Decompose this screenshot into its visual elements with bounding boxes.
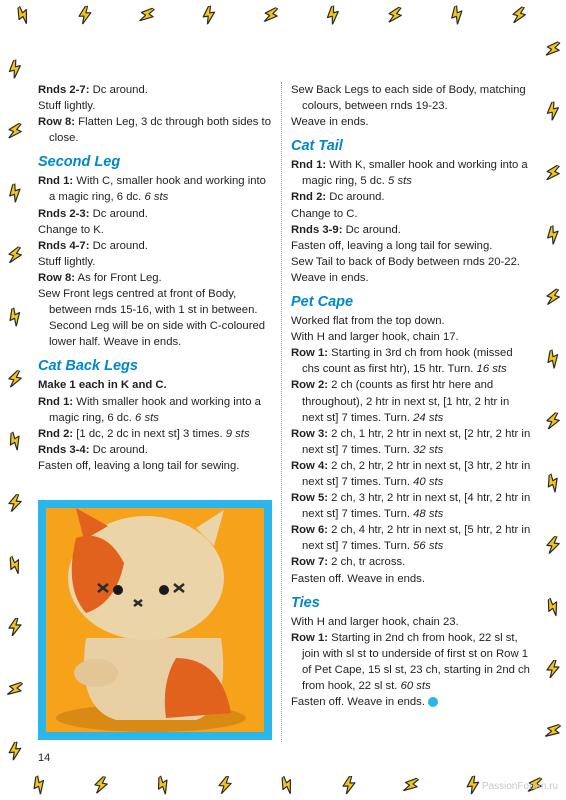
section-heading-ties: Ties <box>291 594 320 611</box>
instruction-text: 2 ch, tr across. <box>328 556 406 569</box>
instruction-line <box>291 614 533 630</box>
row-label: Row 6: <box>291 524 329 537</box>
instruction-line <box>291 426 533 458</box>
cat-back-legs-instructions <box>38 394 274 474</box>
instruction-text: Change to C. <box>291 207 358 220</box>
lightning-bolt-icon <box>3 429 28 454</box>
lightning-bolt-icon <box>445 3 468 26</box>
row-label: Row 8: <box>38 116 76 129</box>
stitch-count: 40 sts <box>413 475 444 488</box>
lightning-bolt-icon <box>541 471 566 496</box>
instruction-text: 2 ch (counts as first htr here and throughout), 2 htr in next st, [1 htr, 2 htr in next st] 7 times. Turn. <box>302 379 510 424</box>
instruction-line <box>291 189 533 205</box>
lightning-bolt-icon <box>542 410 563 431</box>
lightning-bolt-icon <box>541 37 566 62</box>
instruction-text: Fasten off. Weave in ends. <box>291 572 425 585</box>
lightning-bolt-icon <box>542 100 564 122</box>
stitch-count: 9 sts <box>225 427 250 440</box>
row-label: Rnds 3-9: <box>291 223 343 236</box>
cat-tail-instructions <box>291 157 533 286</box>
instruction-text: Starting in 3rd ch from hook (missed chs count as first htr), 15 htr. Turn. <box>302 347 513 376</box>
instruction-text: Dc around. <box>89 443 148 456</box>
instruction-text: Dc around. <box>89 207 148 220</box>
right-column <box>291 82 533 710</box>
yarn-ball-icon <box>428 697 438 707</box>
column-divider <box>281 82 282 742</box>
instruction-line <box>291 554 533 570</box>
lightning-bolt-icon <box>543 535 563 555</box>
instruction-line <box>38 238 274 254</box>
row-label: Rnds 4-7: <box>38 239 90 252</box>
instruction-line <box>38 458 274 474</box>
lightning-bolt-icon <box>76 6 95 25</box>
instruction-line <box>291 82 533 114</box>
instruction-line <box>38 222 274 238</box>
instruction-line <box>291 114 533 130</box>
instruction-line <box>38 173 274 205</box>
lightning-bolt-icon <box>542 224 565 247</box>
lightning-bolt-icon <box>4 244 26 266</box>
lightning-bolt-icon <box>508 4 530 26</box>
row-label: Rnd 1: <box>38 175 74 188</box>
instruction-text: With smaller hook and working into a magic ring, 6 dc. <box>49 395 261 424</box>
lightning-bolt-icon <box>4 368 25 389</box>
instruction-text: 2 ch, 4 htr, 2 htr in next st, [5 htr, 2 htr in next st] 7 times. Turn. <box>302 524 531 553</box>
lightning-bolt-icon <box>4 58 26 80</box>
lightning-bolt-icon <box>463 775 483 795</box>
lightning-bolt-icon <box>540 594 565 619</box>
section-heading-cat-back-legs: Cat Back Legs <box>38 358 138 375</box>
instruction-line <box>38 286 274 350</box>
watermark: PassionForum.ru <box>481 781 558 792</box>
ties-instructions <box>291 614 533 694</box>
instruction-text: With C, smaller hook and working into a magic ring, 6 dc. <box>49 175 266 204</box>
lightning-bolt-icon <box>542 286 565 309</box>
lightning-bolt-icon <box>541 347 565 371</box>
instruction-line <box>291 490 533 522</box>
lightning-bolt-icon <box>3 181 26 204</box>
section-heading-cat-tail: Cat Tail <box>291 138 343 155</box>
instruction-line <box>291 254 533 270</box>
lightning-bolt-icon <box>340 776 359 795</box>
instruction-text: Dc around. <box>342 223 401 236</box>
row-label: Row 7: <box>291 556 329 569</box>
stitch-count: 16 sts <box>476 363 507 376</box>
stitch-count: 56 sts <box>413 540 444 553</box>
stitch-count: 60 sts <box>400 680 431 692</box>
row-label: Row 1: <box>291 347 329 360</box>
lightning-bolt-icon <box>259 3 283 27</box>
lightning-bolt-icon <box>5 741 25 761</box>
lightning-bolt-icon <box>322 4 344 26</box>
lightning-bolt-icon <box>2 552 27 577</box>
instruction-line <box>291 571 533 587</box>
row-label: Rnd 1: <box>291 159 327 172</box>
instruction-text: With H and larger hook, chain 23. <box>291 615 459 628</box>
row-label: Row 4: <box>291 459 329 472</box>
lightning-bolt-icon <box>215 775 234 794</box>
instruction-text: Change to K. <box>38 223 104 236</box>
lightning-bolt-icon <box>5 493 25 513</box>
instruction-line <box>291 377 533 425</box>
second-leg-instructions <box>38 173 274 350</box>
instruction-text: Stuff lightly. <box>38 255 96 268</box>
instruction-text: Fasten off, leaving a long tail for sewing. <box>291 239 493 252</box>
cat-back-legs-subheading: Make 1 each in K and C. <box>38 379 167 392</box>
instruction-line <box>38 394 274 426</box>
lightning-bolt-icon <box>27 773 51 797</box>
row-label: Rnd 1: <box>38 395 74 408</box>
instruction-line <box>291 222 533 238</box>
pet-cape-instructions <box>291 313 533 587</box>
instruction-line <box>291 270 533 286</box>
stitch-count: 6 sts <box>144 191 169 204</box>
ties-final-line <box>291 694 533 710</box>
row-label: Rnds 3-4: <box>38 443 90 456</box>
lightning-bolt-icon <box>10 2 35 27</box>
instruction-text: Stuff lightly. <box>38 100 96 113</box>
row-label: Rnds 2-3: <box>38 207 90 220</box>
lightning-bolt-icon <box>151 773 176 798</box>
instruction-text: Dc around. <box>89 239 148 252</box>
instruction-text: With H and larger hook, chain 17. <box>291 331 459 344</box>
stitch-count: 48 sts <box>413 508 444 521</box>
row-label: Row 8: <box>38 271 76 284</box>
instruction-line <box>38 98 274 114</box>
front-leg-continued <box>38 82 274 146</box>
row-label: Row 5: <box>291 492 329 505</box>
instruction-line <box>38 254 274 270</box>
amigurumi-cat-image <box>46 508 264 732</box>
instruction-line <box>38 426 274 442</box>
row-label: Row 2: <box>291 379 329 392</box>
lightning-bolt-icon <box>199 5 220 26</box>
instruction-text: Weave in ends. <box>291 271 369 284</box>
lightning-bolt-icon <box>383 3 406 26</box>
page-number: 14 <box>38 752 51 764</box>
lightning-bolt-icon <box>398 772 423 797</box>
stitch-count: 5 sts <box>388 175 412 188</box>
stitch-count: 24 sts <box>413 411 444 424</box>
instruction-text: Dc around. <box>89 84 148 96</box>
lightning-bolt-icon <box>6 618 24 636</box>
instruction-line <box>291 329 533 345</box>
instruction-text: Sew Front legs centred at front of Body, between rnds 15-16, with 1 st in between. Second Leg will be on side with C-coloured lower half. Weave in ends. <box>38 288 266 349</box>
row-label: Rnd 2: <box>38 427 74 440</box>
instruction-line <box>291 630 533 694</box>
lightning-bolt-icon <box>2 676 27 701</box>
instruction-text: Flatten Leg, 3 dc through both sides to close. <box>49 116 271 145</box>
instruction-text: Sew Tail to back of Body between rnds 20-22. <box>291 255 521 268</box>
section-heading-second-leg: Second Leg <box>38 154 121 171</box>
instruction-text: [1 dc, 2 dc in next st] 3 times. <box>73 427 226 440</box>
crochet-cat-photo <box>38 500 272 740</box>
instruction-line <box>291 345 533 377</box>
instruction-line <box>38 82 274 98</box>
instruction-line <box>291 522 533 554</box>
instruction-line <box>38 442 274 458</box>
lightning-bolt-icon <box>541 161 565 185</box>
instruction-line <box>291 238 533 254</box>
row-label: Row 3: <box>291 427 329 440</box>
final-line-text: Fasten off. Weave in ends. <box>291 696 425 709</box>
instruction-text: 2 ch, 1 htr, 2 htr in next st, [2 htr, 2 htr in next st] 7 times. Turn. <box>302 427 531 456</box>
instruction-line <box>291 313 533 329</box>
instruction-line <box>38 206 274 222</box>
lightning-bolt-icon <box>274 772 299 797</box>
instruction-text: 2 ch, 3 htr, 2 htr in next st, [4 htr, 2 htr in next st] 7 times. Turn. <box>302 492 531 521</box>
instruction-text: Sew Back Legs to each side of Body, matching colours, between rnds 19-23. <box>291 84 526 113</box>
section-heading-pet-cape: Pet Cape <box>291 294 354 311</box>
instruction-line <box>291 157 533 189</box>
lightning-bolt-icon <box>544 660 562 678</box>
lightning-bolt-icon <box>540 718 565 743</box>
instruction-text: As for Front Leg. <box>75 271 162 284</box>
instruction-line <box>291 458 533 490</box>
row-label: Rnd 2: <box>291 191 327 204</box>
instruction-text: Worked flat from the top down. <box>291 315 445 328</box>
instruction-text: Fasten off, leaving a long tail for sewing. <box>38 459 240 472</box>
instruction-line <box>291 206 533 222</box>
stitch-count: 6 sts <box>135 411 159 424</box>
instruction-line <box>38 270 274 286</box>
lightning-bolt-icon <box>3 119 27 143</box>
lightning-bolt-icon <box>3 305 27 329</box>
instruction-text: Starting in 2nd ch from hook, 22 sl st, join with sl st to underside of first st on Row 1 of Pet Cape, 15 sl st, 23 ch, starting in 2nd ch from hook, 22 sl st. <box>302 631 530 692</box>
back-legs-finishing <box>291 82 533 130</box>
lightning-bolt-icon <box>91 775 112 796</box>
photo-background <box>46 508 264 732</box>
left-column <box>38 82 274 474</box>
instruction-text: 2 ch, 2 htr, 2 htr in next st, [3 htr, 2 htr in next st] 7 times. Turn. <box>302 459 531 488</box>
stitch-count: 32 sts <box>413 443 444 456</box>
instruction-line <box>38 114 274 146</box>
row-label: Row 1: <box>291 631 329 644</box>
instruction-text: Weave in ends. <box>291 116 369 129</box>
instruction-text: Dc around. <box>326 191 385 204</box>
lightning-bolt-icon <box>135 3 160 28</box>
row-label: Rnds 2-7: <box>38 84 90 96</box>
instruction-text: With K, smaller hook and working into a magic ring, 5 dc. <box>302 159 528 188</box>
